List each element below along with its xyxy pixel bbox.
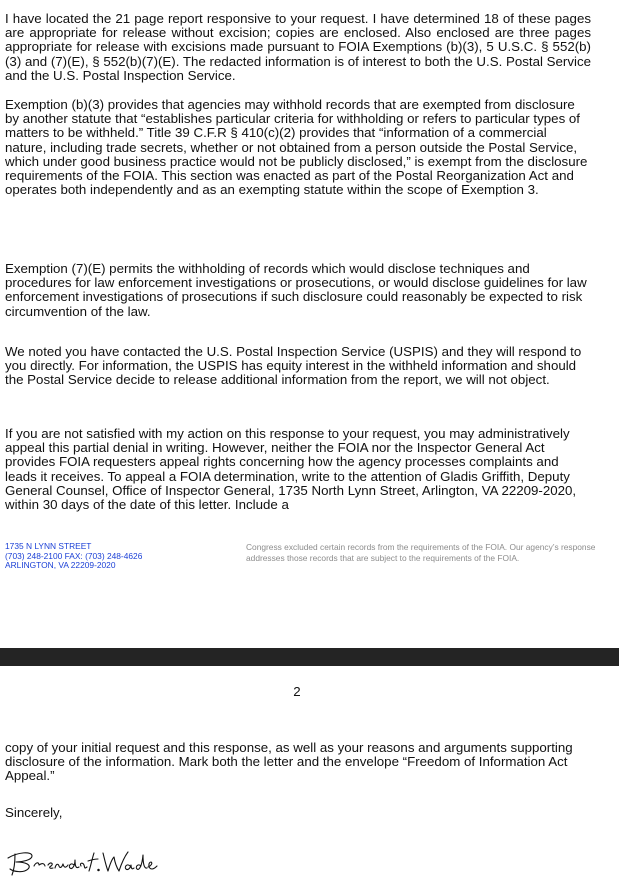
foia-exclusion-notice: Congress excluded certain records from the requirements of the FOIA. Our agency’s response addresses those records that are subject to the requirements of the FOIA. <box>246 542 596 564</box>
page-number: 2 <box>293 684 301 699</box>
paragraph-uspis: We noted you have contacted the U.S. Postal Inspection Service (USPIS) and they will respond to you directly. For information, the USPIS has equity interest in the withheld information and should the Postal Service decide to release additional information from the report, we will not object. <box>5 344 582 388</box>
letter-page-2 <box>0 666 619 884</box>
closing-salutation: Sincerely, <box>5 805 63 820</box>
paragraph-appeal-continued: copy of your initial request and this response, as well as your reasons and arguments supporting disclosure of the information. Mark both the letter and the envelope “Freedom of Information Act Appeal.” <box>5 740 573 784</box>
paragraph-exemption-b3: Exemption (b)(3) provides that agencies may withhold records that are exempted from disclosure by another statute that “establishes particular criteria for withholding or refers to particular types of matters to be withheld.” Title 39 C.F.R § 410(c)(2) provides that “information of a commercial nature, including trade secrets, whether or not obtained from a person outside the Postal Service, which under good business practice would not be publicly disclosed,” is exempt from the disclosure requirements of the FOIA. This section was enacted as part of the Postal Reorganization Act and operates both independently and as an exempting statute within the scope of Exemption 3. <box>5 97 588 198</box>
paragraph-appeal: If you are not satisfied with my action on this response to your request, you may administratively appeal this partial denial in writing. However, neither the FOIA nor the Inspector General Act provides FOIA requesters appeal rights concerning how the agency processes complaints and leads it receives. To appeal a FOIA determination, write to the attention of Gladis Griffith, Deputy General Counsel, Office of Inspector General, 1735 North Lynn Street, Arlington, VA 22209-2020, within 30 days of the date of this letter. Include a <box>5 426 577 513</box>
address-street: 1735 N LYNN STREET <box>5 541 92 551</box>
address-city: ARLINGTON, VA 22209-2020 <box>5 560 116 571</box>
page-separator <box>0 648 619 666</box>
address-phone-fax: (703) 248-2100 FAX: (703) 248-4626 <box>5 550 143 561</box>
footer-address <box>5 542 142 571</box>
signature-image <box>2 844 162 878</box>
paragraph-report-located: I have located the 21 page report responsive to your request. I have determined 18 of these pages are appropriate for release without excision; copies are enclosed. Also enclosed are three pages appropriate for release with excisions made pursuant to FOIA Exemptions (b)(3), 5 U.S.C. § 552(b)(3) and (7)(E), § 552(b)(7)(E). The redacted information is of interest to both the U.S. Postal Service and the U.S. Postal Inspection Service. <box>5 11 591 83</box>
paragraph-exemption-7e: Exemption (7)(E) permits the withholding of records which would disclose techniques and procedures for law enforcement investigations or prosecutions, or would disclose guidelines for law enforcement investigations of prosecutions if such disclosure could reasonably be expected to risk circumvention of the law. <box>5 261 587 319</box>
